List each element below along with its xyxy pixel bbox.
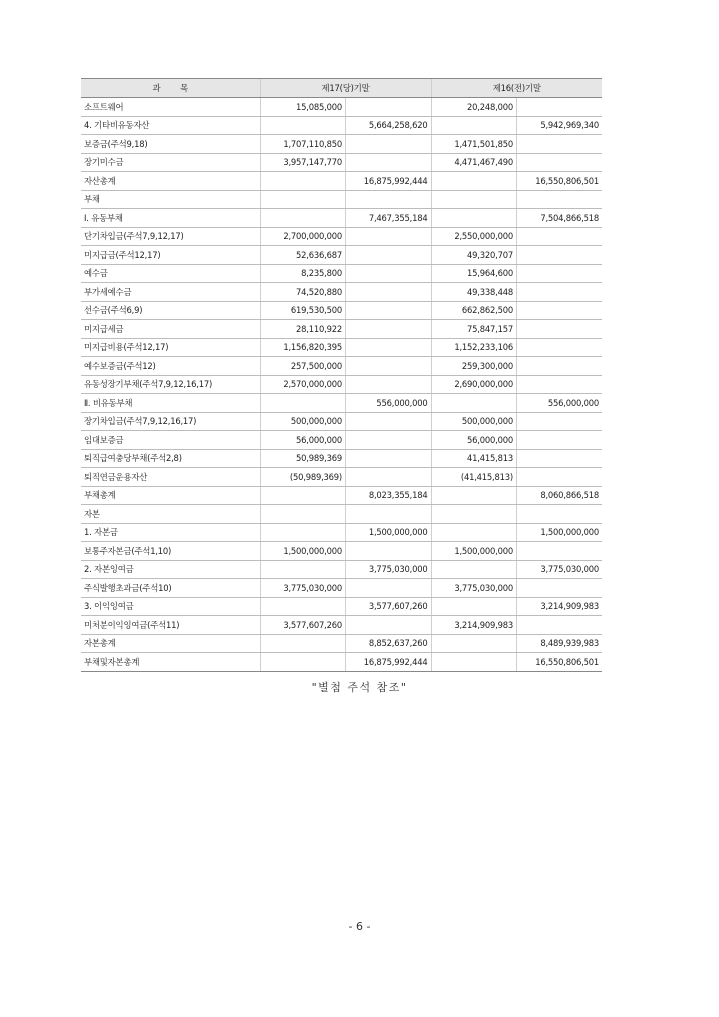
current-detail: 50,989,369 bbox=[260, 449, 345, 468]
table-row bbox=[81, 338, 602, 357]
footnote: "별첨 주석 참조" bbox=[311, 681, 408, 694]
prior-total bbox=[516, 264, 602, 283]
row-label: 미지급비용(주석12,17) bbox=[81, 338, 260, 357]
table-row bbox=[81, 542, 602, 561]
current-detail: 3,775,030,000 bbox=[260, 579, 345, 598]
current-total bbox=[346, 264, 432, 283]
row-label: 2. 자본잉여금 bbox=[81, 560, 260, 579]
table-row bbox=[81, 320, 602, 339]
current-detail: 2,700,000,000 bbox=[260, 227, 345, 246]
current-total bbox=[346, 283, 432, 302]
table-row bbox=[81, 98, 602, 117]
prior-detail: 75,847,157 bbox=[431, 320, 516, 339]
prior-total bbox=[516, 301, 602, 320]
prior-total bbox=[516, 579, 602, 598]
prior-total bbox=[516, 320, 602, 339]
current-total bbox=[346, 449, 432, 468]
row-label: 퇴직급여충당부채(주석2,8) bbox=[81, 449, 260, 468]
table-row bbox=[81, 597, 602, 616]
table-row bbox=[81, 227, 602, 246]
row-label: 미지급세금 bbox=[81, 320, 260, 339]
prior-detail bbox=[431, 634, 516, 653]
prior-detail: (41,415,813) bbox=[431, 468, 516, 487]
current-detail bbox=[260, 116, 345, 135]
prior-detail: 1,500,000,000 bbox=[431, 542, 516, 561]
table-row bbox=[81, 653, 602, 672]
prior-detail bbox=[431, 505, 516, 524]
current-total: 8,023,355,184 bbox=[346, 486, 432, 505]
prior-detail bbox=[431, 394, 516, 413]
row-label: 단기차입금(주석7,9,12,17) bbox=[81, 227, 260, 246]
prior-total bbox=[516, 135, 602, 154]
current-total bbox=[346, 616, 432, 635]
row-label: 장기차입금(주석7,9,12,16,17) bbox=[81, 412, 260, 431]
prior-total bbox=[516, 468, 602, 487]
row-label: 장기미수금 bbox=[81, 153, 260, 172]
row-label: 미처분이익잉여금(주석11) bbox=[81, 616, 260, 635]
current-total bbox=[346, 542, 432, 561]
table-row bbox=[81, 264, 602, 283]
table-row bbox=[81, 209, 602, 228]
current-detail: 15,085,000 bbox=[260, 98, 345, 117]
row-label: 3. 이익잉여금 bbox=[81, 597, 260, 616]
table-row bbox=[81, 579, 602, 598]
prior-detail bbox=[431, 172, 516, 191]
current-detail bbox=[260, 560, 345, 579]
prior-total bbox=[516, 153, 602, 172]
row-label: Ⅰ. 유동부채 bbox=[81, 209, 260, 228]
current-total: 556,000,000 bbox=[346, 394, 432, 413]
row-label: 유동성장기부채(주석7,9,12,16,17) bbox=[81, 375, 260, 394]
current-detail: 257,500,000 bbox=[260, 357, 345, 376]
current-total bbox=[346, 579, 432, 598]
row-label: 부채 bbox=[81, 190, 260, 209]
row-label: 예수금 bbox=[81, 264, 260, 283]
current-total: 3,775,030,000 bbox=[346, 560, 432, 579]
current-total: 7,467,355,184 bbox=[346, 209, 432, 228]
current-detail: 1,156,820,395 bbox=[260, 338, 345, 357]
prior-total bbox=[516, 357, 602, 376]
current-detail bbox=[260, 486, 345, 505]
row-label: 4. 기타비유동자산 bbox=[81, 116, 260, 135]
table-row bbox=[81, 190, 602, 209]
row-label: 임대보증금 bbox=[81, 431, 260, 450]
current-detail bbox=[260, 190, 345, 209]
table-row bbox=[81, 375, 602, 394]
current-detail: 3,577,607,260 bbox=[260, 616, 345, 635]
current-detail bbox=[260, 634, 345, 653]
header-prior-period: 제16(전)기말 bbox=[431, 79, 602, 98]
current-total: 8,852,637,260 bbox=[346, 634, 432, 653]
table-row bbox=[81, 505, 602, 524]
table-row bbox=[81, 246, 602, 265]
current-total bbox=[346, 468, 432, 487]
table-row bbox=[81, 449, 602, 468]
table-row bbox=[81, 560, 602, 579]
prior-detail: 3,775,030,000 bbox=[431, 579, 516, 598]
current-detail: 8,235,800 bbox=[260, 264, 345, 283]
current-total bbox=[346, 338, 432, 357]
current-total bbox=[346, 246, 432, 265]
prior-detail bbox=[431, 209, 516, 228]
row-label: 주식발행초과금(주석10) bbox=[81, 579, 260, 598]
header-item: 과 목 bbox=[81, 79, 260, 98]
prior-detail: 49,320,707 bbox=[431, 246, 516, 265]
prior-detail bbox=[431, 653, 516, 672]
row-label: 미지급금(주석12,17) bbox=[81, 246, 260, 265]
balance-sheet-table bbox=[81, 78, 602, 672]
prior-detail bbox=[431, 560, 516, 579]
current-total bbox=[346, 227, 432, 246]
row-label: 예수보증금(주석12) bbox=[81, 357, 260, 376]
table-row bbox=[81, 153, 602, 172]
current-total: 1,500,000,000 bbox=[346, 523, 432, 542]
prior-total: 7,504,866,518 bbox=[516, 209, 602, 228]
current-total bbox=[346, 301, 432, 320]
current-total bbox=[346, 375, 432, 394]
current-total bbox=[346, 98, 432, 117]
prior-total bbox=[516, 246, 602, 265]
prior-detail: 2,550,000,000 bbox=[431, 227, 516, 246]
current-detail bbox=[260, 597, 345, 616]
table-row bbox=[81, 616, 602, 635]
prior-total bbox=[516, 338, 602, 357]
row-label: 자본 bbox=[81, 505, 260, 524]
prior-detail bbox=[431, 190, 516, 209]
current-detail: 2,570,000,000 bbox=[260, 375, 345, 394]
table-row bbox=[81, 135, 602, 154]
prior-detail: 1,152,233,106 bbox=[431, 338, 516, 357]
table-body bbox=[81, 98, 602, 672]
prior-detail: 2,690,000,000 bbox=[431, 375, 516, 394]
prior-total: 3,214,909,983 bbox=[516, 597, 602, 616]
prior-total: 1,500,000,000 bbox=[516, 523, 602, 542]
table-row bbox=[81, 634, 602, 653]
row-label: 자본총계 bbox=[81, 634, 260, 653]
row-label: 보증금(주석9,18) bbox=[81, 135, 260, 154]
prior-detail: 1,471,501,850 bbox=[431, 135, 516, 154]
table-row bbox=[81, 431, 602, 450]
row-label: 부채총계 bbox=[81, 486, 260, 505]
prior-detail: 259,300,000 bbox=[431, 357, 516, 376]
table-row bbox=[81, 523, 602, 542]
prior-detail: 500,000,000 bbox=[431, 412, 516, 431]
row-label: 부채및자본총계 bbox=[81, 653, 260, 672]
row-label: 1. 자본금 bbox=[81, 523, 260, 542]
current-total bbox=[346, 431, 432, 450]
table-row bbox=[81, 357, 602, 376]
current-detail: 52,636,687 bbox=[260, 246, 345, 265]
current-total bbox=[346, 135, 432, 154]
current-total: 16,875,992,444 bbox=[346, 653, 432, 672]
prior-total: 8,489,939,983 bbox=[516, 634, 602, 653]
current-detail: 500,000,000 bbox=[260, 412, 345, 431]
prior-detail: 662,862,500 bbox=[431, 301, 516, 320]
current-detail: 1,707,110,850 bbox=[260, 135, 345, 154]
prior-total bbox=[516, 283, 602, 302]
prior-total: 3,775,030,000 bbox=[516, 560, 602, 579]
table-row bbox=[81, 468, 602, 487]
current-detail: (50,989,369) bbox=[260, 468, 345, 487]
current-total bbox=[346, 320, 432, 339]
row-label: Ⅱ. 비유동부채 bbox=[81, 394, 260, 413]
prior-detail: 3,214,909,983 bbox=[431, 616, 516, 635]
prior-detail: 15,964,600 bbox=[431, 264, 516, 283]
table-row bbox=[81, 412, 602, 431]
current-detail bbox=[260, 523, 345, 542]
current-detail bbox=[260, 394, 345, 413]
row-label: 부가세예수금 bbox=[81, 283, 260, 302]
prior-total bbox=[516, 190, 602, 209]
prior-total bbox=[516, 449, 602, 468]
current-total: 16,875,992,444 bbox=[346, 172, 432, 191]
prior-detail: 20,248,000 bbox=[431, 98, 516, 117]
prior-total: 556,000,000 bbox=[516, 394, 602, 413]
current-detail: 1,500,000,000 bbox=[260, 542, 345, 561]
prior-total bbox=[516, 616, 602, 635]
current-detail bbox=[260, 209, 345, 228]
current-detail: 28,110,922 bbox=[260, 320, 345, 339]
prior-total: 5,942,969,340 bbox=[516, 116, 602, 135]
prior-total: 8,060,866,518 bbox=[516, 486, 602, 505]
prior-detail: 49,338,448 bbox=[431, 283, 516, 302]
prior-detail: 4,471,467,490 bbox=[431, 153, 516, 172]
table-row bbox=[81, 301, 602, 320]
row-label: 퇴직연금운용자산 bbox=[81, 468, 260, 487]
prior-detail: 41,415,813 bbox=[431, 449, 516, 468]
prior-total bbox=[516, 375, 602, 394]
row-label: 선수금(주석6,9) bbox=[81, 301, 260, 320]
header-current-period: 제17(당)기말 bbox=[260, 79, 431, 98]
page-number: - 6 - bbox=[348, 920, 371, 933]
row-label: 소프트웨어 bbox=[81, 98, 260, 117]
prior-detail bbox=[431, 486, 516, 505]
table-header bbox=[81, 79, 602, 98]
current-total bbox=[346, 505, 432, 524]
current-detail: 619,530,500 bbox=[260, 301, 345, 320]
prior-total bbox=[516, 431, 602, 450]
current-detail bbox=[260, 172, 345, 191]
prior-total: 16,550,806,501 bbox=[516, 172, 602, 191]
current-detail: 74,520,880 bbox=[260, 283, 345, 302]
prior-detail bbox=[431, 116, 516, 135]
prior-detail bbox=[431, 523, 516, 542]
table-row bbox=[81, 283, 602, 302]
current-detail bbox=[260, 505, 345, 524]
current-detail: 56,000,000 bbox=[260, 431, 345, 450]
current-total bbox=[346, 153, 432, 172]
prior-detail bbox=[431, 597, 516, 616]
prior-total bbox=[516, 542, 602, 561]
prior-total bbox=[516, 412, 602, 431]
current-total: 3,577,607,260 bbox=[346, 597, 432, 616]
row-label: 보통주자본금(주석1,10) bbox=[81, 542, 260, 561]
table-row bbox=[81, 394, 602, 413]
table-row bbox=[81, 172, 602, 191]
row-label: 자산총계 bbox=[81, 172, 260, 191]
current-detail bbox=[260, 653, 345, 672]
current-total bbox=[346, 357, 432, 376]
table-row bbox=[81, 486, 602, 505]
prior-total bbox=[516, 505, 602, 524]
prior-total bbox=[516, 98, 602, 117]
current-detail: 3,957,147,770 bbox=[260, 153, 345, 172]
prior-detail: 56,000,000 bbox=[431, 431, 516, 450]
prior-total bbox=[516, 227, 602, 246]
current-total: 5,664,258,620 bbox=[346, 116, 432, 135]
current-total bbox=[346, 412, 432, 431]
prior-total: 16,550,806,501 bbox=[516, 653, 602, 672]
table-row bbox=[81, 116, 602, 135]
current-total bbox=[346, 190, 432, 209]
